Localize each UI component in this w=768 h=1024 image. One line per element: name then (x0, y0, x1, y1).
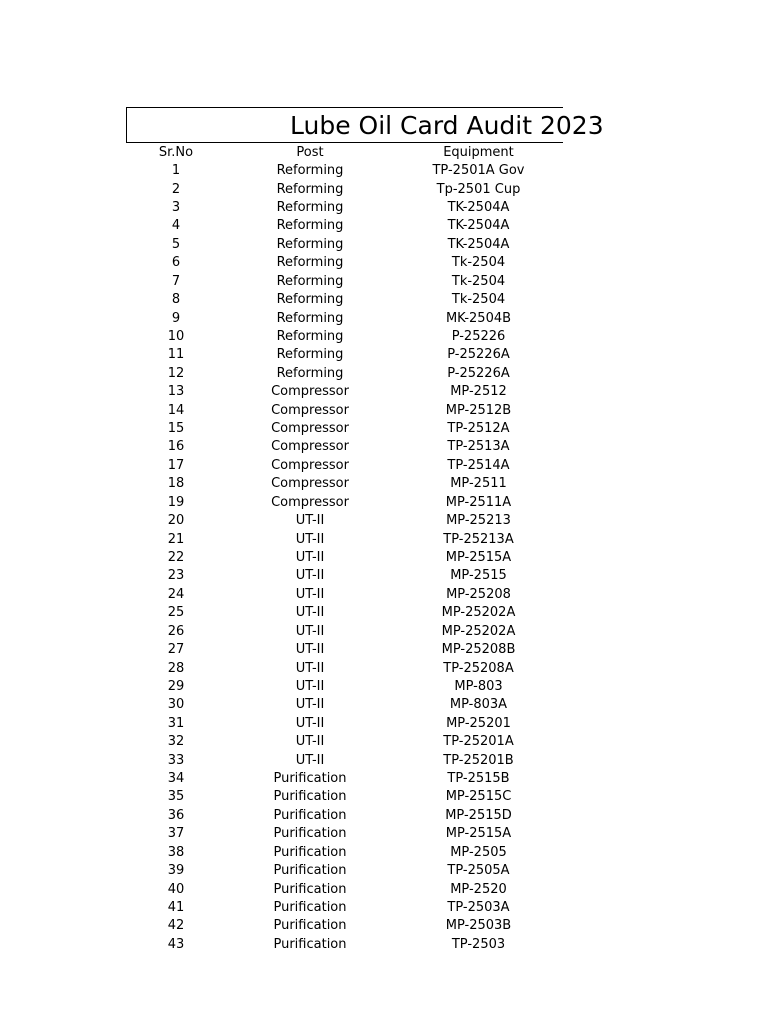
cell-sr-no: 27 (167, 642, 185, 658)
cell-equipment: TP-25201A (443, 734, 514, 750)
cell-equipment: Tp-2501 Cup (436, 181, 521, 197)
table-row (126, 714, 563, 732)
cell-post: Purification (273, 844, 347, 860)
table-row (126, 382, 563, 400)
cell-post: Reforming (276, 273, 344, 289)
table-row (126, 161, 563, 179)
cell-equipment: MP-25208 (446, 586, 511, 602)
cell-equipment: P-25226 (451, 328, 506, 344)
audit-table (126, 143, 563, 954)
cell-equipment: MP-2515C (445, 789, 512, 805)
cell-equipment: MP-25202A (441, 623, 516, 639)
cell-equipment: TP-2515B (447, 771, 510, 787)
table-row (126, 180, 563, 198)
cell-sr-no: 16 (167, 439, 185, 455)
table-row (126, 198, 563, 216)
cell-post: UT-II (295, 513, 325, 529)
cell-sr-no: 30 (167, 697, 185, 713)
cell-sr-no: 39 (167, 863, 185, 879)
header-sr-no: Sr.No (158, 144, 194, 160)
cell-sr-no: 43 (167, 936, 185, 952)
cell-equipment: TP-2512A (447, 421, 510, 437)
cell-post: Purification (273, 807, 347, 823)
cell-equipment: MP-803A (449, 697, 508, 713)
table-row (126, 917, 563, 935)
cell-equipment: MP-2505 (450, 844, 507, 860)
cell-sr-no: 19 (167, 494, 185, 510)
cell-sr-no: 34 (167, 771, 185, 787)
table-row (126, 493, 563, 511)
table-row (126, 696, 563, 714)
cell-post: UT-II (295, 715, 325, 731)
cell-equipment: Tk-2504 (451, 255, 506, 271)
cell-sr-no: 7 (171, 273, 181, 289)
title-box (126, 107, 604, 143)
cell-sr-no: 38 (167, 844, 185, 860)
table-row (126, 272, 563, 290)
cell-post: Compressor (271, 494, 349, 510)
cell-post: UT-II (295, 697, 325, 713)
cell-sr-no: 10 (167, 328, 185, 344)
cell-sr-no: 13 (167, 384, 185, 400)
cell-equipment: MP-2515D (445, 807, 512, 823)
table-body (126, 161, 563, 953)
cell-post: Purification (273, 863, 347, 879)
cell-post: UT-II (295, 642, 325, 658)
cell-post: UT-II (295, 531, 325, 547)
cell-sr-no: 8 (171, 292, 181, 308)
cell-sr-no: 25 (167, 605, 185, 621)
cell-equipment: TP-25208A (443, 660, 514, 676)
cell-sr-no: 18 (167, 476, 185, 492)
table-row (126, 640, 563, 658)
cell-post: UT-II (295, 568, 325, 584)
cell-sr-no: 26 (167, 623, 185, 639)
table-row (126, 585, 563, 603)
cell-equipment: MP-25201 (446, 715, 511, 731)
cell-sr-no: 14 (167, 402, 185, 418)
cell-post: Reforming (276, 199, 344, 215)
cell-post: Reforming (276, 181, 344, 197)
cell-equipment: MP-2512 (450, 384, 507, 400)
cell-sr-no: 32 (167, 734, 185, 750)
cell-equipment: TP-2513A (447, 439, 510, 455)
cell-equipment: MP-2515 (450, 568, 507, 584)
cell-equipment: MP-25208B (441, 642, 516, 658)
header-equipment: Equipment (443, 144, 514, 160)
cell-post: UT-II (295, 586, 325, 602)
cell-sr-no: 36 (167, 807, 185, 823)
table-header-row (126, 143, 563, 161)
table-row (126, 861, 563, 879)
cell-equipment: MP-2511 (450, 476, 507, 492)
table-row (126, 733, 563, 751)
cell-post: Reforming (276, 310, 344, 326)
cell-equipment: TP-25201B (443, 752, 514, 768)
table-row (126, 843, 563, 861)
cell-post: Purification (273, 789, 347, 805)
cell-sr-no: 22 (167, 549, 185, 565)
table-row (126, 364, 563, 382)
cell-sr-no: 12 (167, 365, 185, 381)
table-row (126, 511, 563, 529)
cell-sr-no: 28 (167, 660, 185, 676)
cell-equipment: MP-2515A (445, 549, 512, 565)
cell-post: Reforming (276, 365, 344, 381)
table-row (126, 548, 563, 566)
cell-equipment: MP-2511A (445, 494, 512, 510)
table-row (126, 254, 563, 272)
table-row (126, 419, 563, 437)
cell-post: Purification (273, 826, 347, 842)
table-row (126, 935, 563, 953)
cell-equipment: TP-2503A (447, 900, 510, 915)
cell-sr-no: 42 (167, 918, 185, 934)
cell-equipment: TP-2501A Gov (432, 163, 525, 179)
cell-sr-no: 29 (167, 678, 185, 694)
table-row (126, 309, 563, 327)
cell-sr-no: 31 (167, 715, 185, 731)
cell-post: Compressor (271, 384, 349, 400)
cell-sr-no: 6 (171, 255, 181, 271)
cell-post: Reforming (276, 347, 344, 363)
table-row (126, 290, 563, 308)
cell-equipment: TK-2504A (447, 218, 510, 234)
cell-equipment: TK-2504A (447, 199, 510, 215)
cell-sr-no: 5 (171, 236, 181, 252)
cell-sr-no: 23 (167, 568, 185, 584)
cell-post: UT-II (295, 605, 325, 621)
cell-post: Compressor (271, 457, 349, 473)
cell-post: Reforming (276, 292, 344, 308)
cell-post: Compressor (271, 421, 349, 437)
cell-sr-no: 41 (167, 900, 185, 915)
cell-post: Reforming (276, 255, 344, 271)
cell-post: Compressor (271, 439, 349, 455)
cell-sr-no: 2 (171, 181, 181, 197)
cell-post: Purification (273, 900, 347, 915)
cell-post: UT-II (295, 678, 325, 694)
cell-post: Reforming (276, 236, 344, 252)
cell-equipment: TP-25213A (443, 531, 514, 547)
table-row (126, 604, 563, 622)
cell-post: UT-II (295, 752, 325, 768)
cell-post: UT-II (295, 623, 325, 639)
cell-sr-no: 3 (171, 199, 181, 215)
table-row (126, 769, 563, 787)
table-row (126, 898, 563, 916)
cell-sr-no: 40 (167, 881, 185, 897)
cell-sr-no: 11 (167, 347, 185, 363)
cell-equipment: MK-2504B (445, 310, 512, 326)
table-row (126, 456, 563, 474)
cell-equipment: MP-2520 (450, 881, 507, 897)
cell-post: Purification (273, 881, 347, 897)
table-row (126, 327, 563, 345)
table-row (126, 788, 563, 806)
table-row (126, 346, 563, 364)
cell-equipment: TP-2514A (447, 457, 510, 473)
cell-sr-no: 24 (167, 586, 185, 602)
cell-equipment: MP-803 (454, 678, 503, 694)
cell-equipment: Tk-2504 (451, 292, 506, 308)
cell-equipment: MP-2512B (445, 402, 512, 418)
table-row (126, 880, 563, 898)
table-row (126, 806, 563, 824)
table-row (126, 530, 563, 548)
cell-equipment: MP-2515A (445, 826, 512, 842)
table-row (126, 475, 563, 493)
cell-sr-no: 4 (171, 218, 181, 234)
cell-post: Reforming (276, 328, 344, 344)
table-row (126, 217, 563, 235)
cell-sr-no: 21 (167, 531, 185, 547)
cell-sr-no: 9 (171, 310, 181, 326)
table-row (126, 622, 563, 640)
cell-post: Reforming (276, 218, 344, 234)
table-row (126, 677, 563, 695)
table-row (126, 751, 563, 769)
cell-post: Compressor (271, 476, 349, 492)
cell-equipment: TP-2505A (447, 863, 510, 879)
cell-equipment: MP-25202A (441, 605, 516, 621)
cell-equipment: TK-2504A (447, 236, 510, 252)
table-row (126, 659, 563, 677)
cell-sr-no: 20 (167, 513, 185, 529)
cell-post: Compressor (271, 402, 349, 418)
table-row (126, 567, 563, 585)
cell-sr-no: 1 (171, 163, 181, 179)
cell-sr-no: 35 (167, 789, 185, 805)
cell-post: UT-II (295, 660, 325, 676)
sheet-title: Lube Oil Card Audit 2023 (290, 111, 604, 140)
header-post: Post (296, 144, 324, 160)
cell-equipment: MP-2503B (445, 918, 512, 934)
cell-sr-no: 17 (167, 457, 185, 473)
cell-equipment: Tk-2504 (451, 273, 506, 289)
table-row (126, 235, 563, 253)
cell-sr-no: 15 (167, 421, 185, 437)
cell-equipment: MP-25213 (446, 513, 511, 529)
cell-post: Reforming (276, 163, 344, 179)
cell-sr-no: 37 (167, 826, 185, 842)
table-row (126, 438, 563, 456)
cell-post: Purification (273, 936, 347, 952)
table-row (126, 401, 563, 419)
cell-equipment: TP-2503 (451, 936, 506, 952)
cell-post: UT-II (295, 549, 325, 565)
table-row (126, 825, 563, 843)
cell-post: UT-II (295, 734, 325, 750)
cell-post: Purification (273, 918, 347, 934)
cell-sr-no: 33 (167, 752, 185, 768)
cell-equipment: P-25226A (447, 365, 510, 381)
cell-post: Purification (273, 771, 347, 787)
cell-equipment: P-25226A (447, 347, 510, 363)
